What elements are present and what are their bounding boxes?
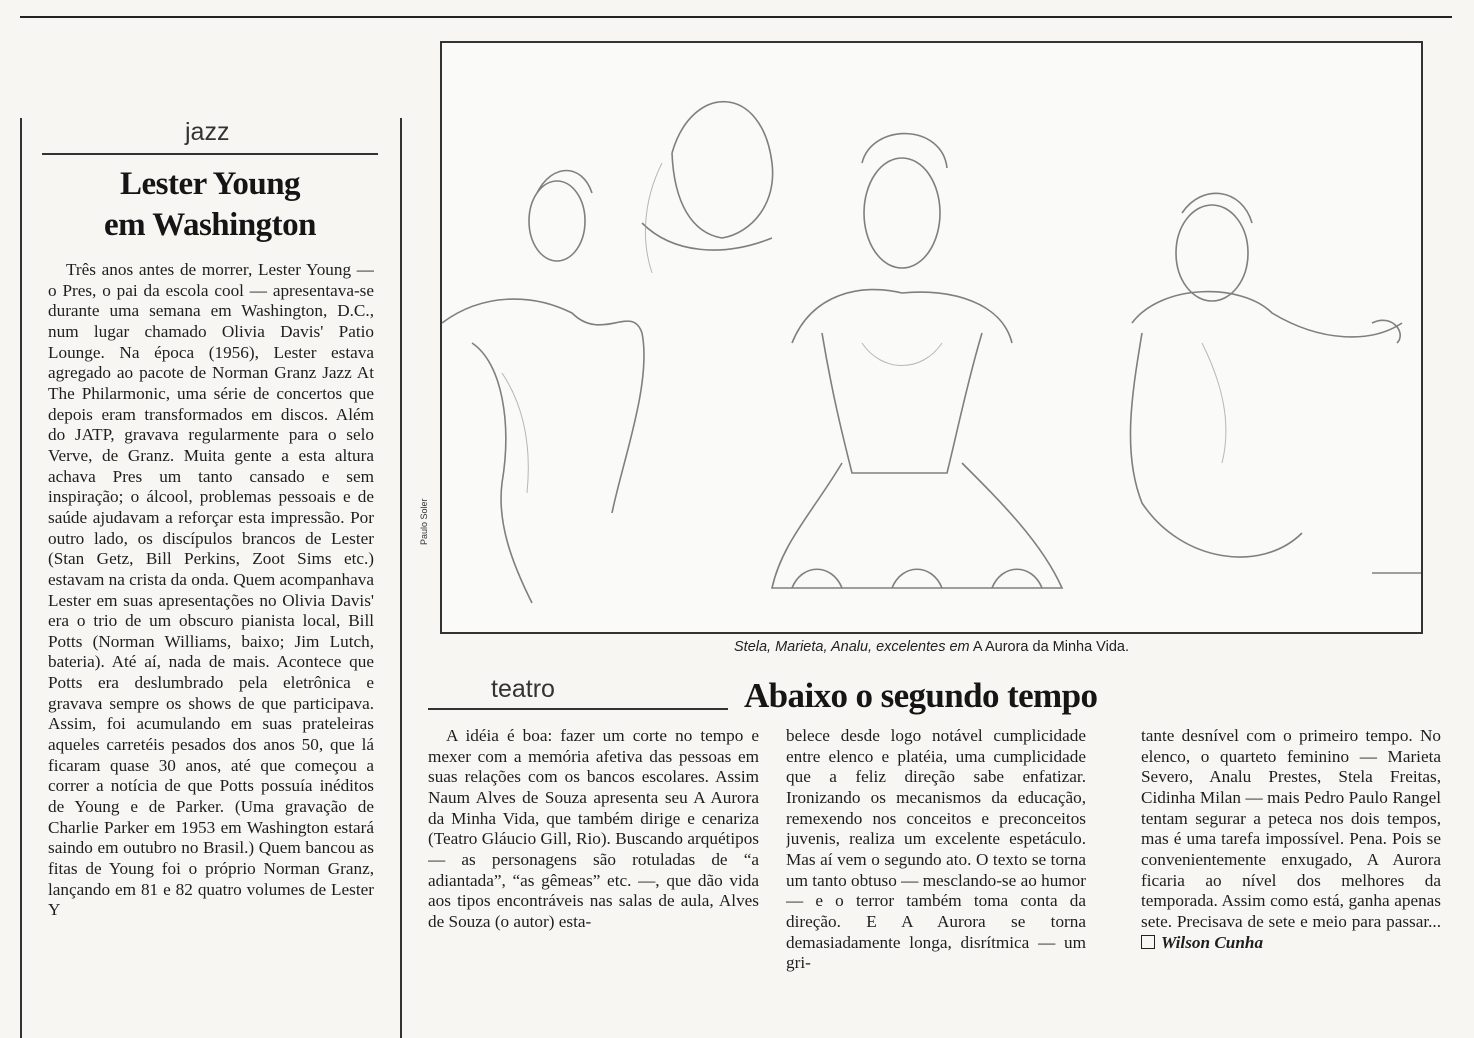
- jazz-section-rule: [42, 153, 378, 155]
- jazz-headline-line1: Lester Young: [119, 166, 301, 202]
- teatro-col-1-text: A idéia é boa: fazer um corte no tempo e mexer com a memória afetiva das pessoas em suas relações com os bancos escolares. Assim Naum Alves de Souza apresenta seu A Aurora da Minha Vida, que também dirige e cenariza (Teatro Gláucio Gill, Rio). Buscando arquétipos — as personagens são rotuladas de “a adiantada”, “as gêmeas” etc. —, que dão vida aos tipos encontráveis nas salas de aula, Alves de Souza (o autor) esta-: [428, 726, 759, 931]
- teatro-col-2: [786, 726, 1086, 996]
- jazz-article-text: Três anos antes de morrer, Lester Young — o Pres, o pai da escola cool — apresentava-se durante uma semana em Washington, D.C., num lugar chamado Olivia Davis' Patio Lounge. Na época (1956), Lester estava agregado ao pacote de Norman Granz Jazz At The Philarmonic, uma série de concertos que depois eram transformados em discos. Além do JATP, gravava regularmente para o selo Verve, de Granz. Muita gente a esta altura achava Pres um tanto cansado e sem inspiração; o álcool, problemas pessoais e de saúde ajudavam a reforçar esta impressão. Por outro lado, os discípulos brancos de Lester (Stan Getz, Bill Perkins, Zoot Sims etc.) estavam na crista da onda. Quem acompanhava Lester em suas apresentações no Olivia Davis' era o trio de um obscuro pianista local, Bill Potts (Norman Williams, baixo; Jim Lutch, bateria). Até aí, nada de mais. Acontece que Potts era deslumbrado pela eletrônica e gravava sempre os shows de que participava. Assim, foi acumulando em suas prateleiras aqueles carretéis pesados dos anos 50, que lá ficaram quase 30 anos, até que começou a correr a notícia de que Potts possuía inéditos de Young e de Parker. (Uma gravação de Charlie Parker em 1953 em Washington estará saindo em outubro no Brasil.) Quem bancou as fitas de Young foi o próprio Norman Granz, lançando em 81 e 82 quatro volumes de Lester Y: [48, 260, 374, 920]
- teatro-headline: Abaixo o segundo tempo: [744, 676, 1098, 715]
- photo-credit: Paulo Soler: [419, 498, 429, 545]
- teatro-section-rule: [428, 708, 728, 710]
- teatro-col-2-text: belece desde logo notável cumplicidade entre elenco e platéia, uma cumplicidade que a feliz direção sabe enfatizar. Ironizando os mecanismos da educação, remexendo nos conceitos e preconceitos juvenis, realiza um excelente espetáculo. Mas aí vem o segundo ato. O texto se torna um tanto obtuso — mesclando-se ao humor — e o terror também toma conta da direção. E A Aurora se torna demasiadamente longa, disrítmica — um gri-: [786, 726, 1086, 973]
- stage-photo: [440, 41, 1423, 634]
- teatro-col-3: [1141, 726, 1441, 996]
- jazz-section-label: jazz: [185, 118, 230, 146]
- teatro-section-label: teatro: [491, 675, 555, 703]
- author-signature: Wilson Cunha: [1161, 932, 1264, 952]
- end-mark-box: [1141, 935, 1155, 949]
- photo-caption: [440, 639, 1423, 655]
- stage-photo-drawing: [442, 43, 1421, 632]
- teatro-col-3-paragraph: [1141, 726, 1441, 953]
- teatro-col-3-text: tante desnível com o primeiro tempo. No elenco, o quarteto feminino — Marieta Severo, Analu Prestes, Stela Freitas, Cidinha Milan — mais Pedro Paulo Rangel tentam segurar a peteca nos dois tempos, mas é uma tarefa impossível. Pena. Pois se convenientemente enxugado, A Aurora ficaria ao nível dos melhores da temporada. Assim como está, ganha apenas sete. Precisava de sete e meio para passar...: [1141, 726, 1441, 931]
- teatro-col-1: [428, 726, 759, 996]
- photo-caption-text: Stela, Marieta, Analu, excelentes em: [734, 639, 970, 655]
- jazz-left-rule: [20, 118, 22, 1038]
- page-top-rule: [20, 16, 1452, 18]
- jazz-right-rule: [400, 118, 402, 1038]
- jazz-headline-line2: em Washington: [103, 207, 317, 243]
- jazz-article-body: [48, 260, 374, 1038]
- photo-caption-title: A Aurora da Minha Vida.: [972, 639, 1129, 655]
